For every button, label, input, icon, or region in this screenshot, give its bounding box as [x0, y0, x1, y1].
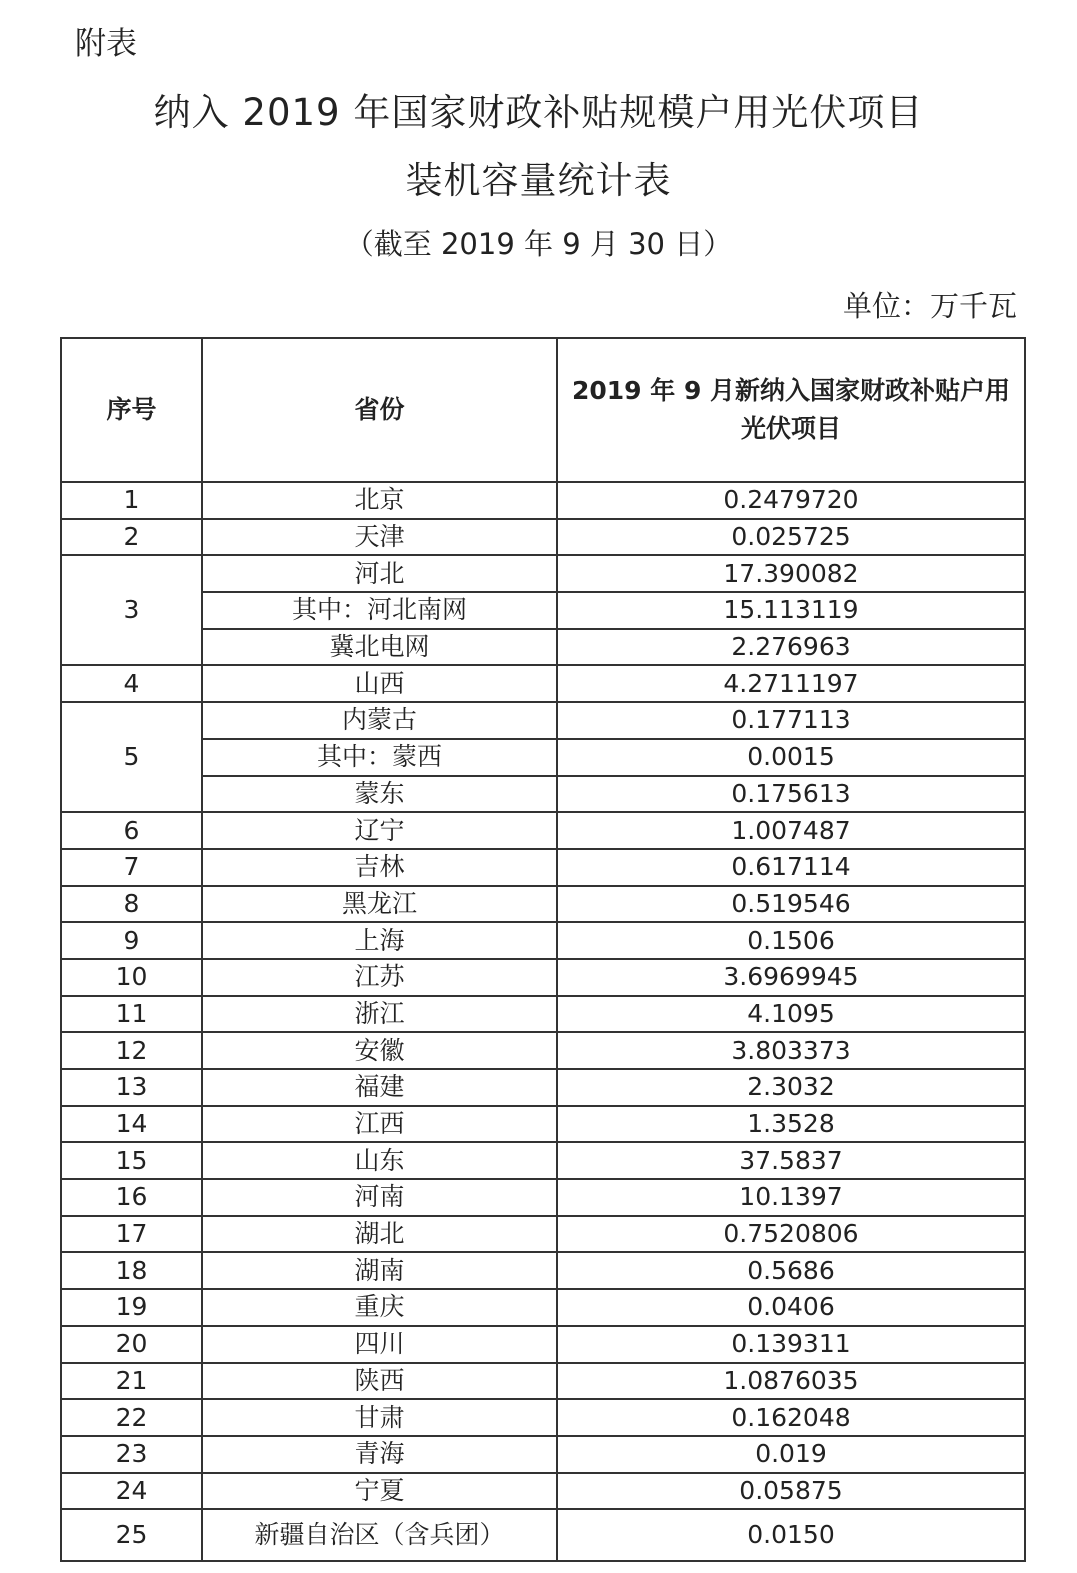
- row-number-cell: 8: [61, 886, 202, 923]
- capacity-value-cell: 0.5686: [557, 1252, 1025, 1289]
- capacity-value-cell: 0.617114: [557, 849, 1025, 886]
- table-row: [61, 1473, 1025, 1510]
- capacity-value-cell: 0.019: [557, 1436, 1025, 1473]
- row-number-cell: 3: [61, 555, 202, 665]
- table-row: [61, 886, 1025, 923]
- capacity-value-cell: 2.3032: [557, 1069, 1025, 1106]
- province-cell: 甘肃: [202, 1399, 557, 1436]
- capacity-value-cell: 0.177113: [557, 702, 1025, 739]
- header-capacity: 2019 年 9 月新纳入国家财政补贴户用光伏项目: [557, 338, 1025, 482]
- table-row: [61, 1289, 1025, 1326]
- document-title-line-2: 装机容量统计表: [405, 159, 672, 202]
- province-cell: 北京: [202, 482, 557, 519]
- table-row: [61, 1363, 1025, 1400]
- table-row: [61, 1399, 1025, 1436]
- table-row: [61, 482, 1025, 519]
- province-cell: 蒙东: [202, 776, 557, 813]
- province-cell: 河北: [202, 555, 557, 592]
- row-number-cell: 6: [61, 812, 202, 849]
- table-row: [61, 519, 1025, 556]
- row-number-cell: 23: [61, 1436, 202, 1473]
- capacity-value-cell: 4.1095: [557, 996, 1025, 1033]
- province-cell: 江苏: [202, 959, 557, 996]
- capacity-value-cell: 0.7520806: [557, 1216, 1025, 1253]
- table-row: [61, 1436, 1025, 1473]
- row-number-cell: 11: [61, 996, 202, 1033]
- province-cell: 江西: [202, 1106, 557, 1143]
- table-row: [61, 555, 1025, 592]
- province-cell: 黑龙江: [202, 886, 557, 923]
- province-cell: 天津: [202, 519, 557, 556]
- row-number-cell: 17: [61, 1216, 202, 1253]
- province-cell: 湖北: [202, 1216, 557, 1253]
- capacity-value-cell: 1.0876035: [557, 1363, 1025, 1400]
- statistics-table: [60, 337, 1026, 1562]
- capacity-value-cell: 17.390082: [557, 555, 1025, 592]
- capacity-value-cell: 10.1397: [557, 1179, 1025, 1216]
- capacity-value-cell: 37.5837: [557, 1142, 1025, 1179]
- table-row: [61, 812, 1025, 849]
- table-row: [61, 629, 1025, 666]
- row-number-cell: 24: [61, 1473, 202, 1510]
- capacity-value-cell: 3.6969945: [557, 959, 1025, 996]
- row-number-cell: 5: [61, 702, 202, 812]
- row-number-cell: 9: [61, 922, 202, 959]
- table-row: [61, 996, 1025, 1033]
- table-row: [61, 1216, 1025, 1253]
- row-number-cell: 12: [61, 1032, 202, 1069]
- table-row: [61, 702, 1025, 739]
- table-row: [61, 776, 1025, 813]
- province-cell: 内蒙古: [202, 702, 557, 739]
- province-cell: 四川: [202, 1326, 557, 1363]
- capacity-value-cell: 3.803373: [557, 1032, 1025, 1069]
- row-number-cell: 1: [61, 482, 202, 519]
- capacity-value-cell: 0.025725: [557, 519, 1025, 556]
- table-row: [61, 1179, 1025, 1216]
- row-number-cell: 13: [61, 1069, 202, 1106]
- province-cell: 山东: [202, 1142, 557, 1179]
- province-cell: 其中：河北南网: [202, 592, 557, 629]
- capacity-value-cell: 0.2479720: [557, 482, 1025, 519]
- province-cell: 冀北电网: [202, 629, 557, 666]
- header-province: 省份: [202, 338, 557, 482]
- capacity-value-cell: 0.0015: [557, 739, 1025, 776]
- province-cell: 福建: [202, 1069, 557, 1106]
- capacity-value-cell: 0.0406: [557, 1289, 1025, 1326]
- row-number-cell: 20: [61, 1326, 202, 1363]
- capacity-value-cell: 0.519546: [557, 886, 1025, 923]
- header-number: 序号: [61, 338, 202, 482]
- appendix-label: 附表: [75, 26, 137, 62]
- province-cell: 安徽: [202, 1032, 557, 1069]
- capacity-value-cell: 0.1506: [557, 922, 1025, 959]
- row-number-cell: 15: [61, 1142, 202, 1179]
- province-cell: 河南: [202, 1179, 557, 1216]
- province-cell: 重庆: [202, 1289, 557, 1326]
- table-row: [61, 849, 1025, 886]
- capacity-value-cell: 0.0150: [557, 1509, 1025, 1561]
- row-number-cell: 4: [61, 665, 202, 702]
- capacity-value-cell: 0.175613: [557, 776, 1025, 813]
- row-number-cell: 14: [61, 1106, 202, 1143]
- row-number-cell: 21: [61, 1363, 202, 1400]
- table-row: [61, 1326, 1025, 1363]
- table-row: [61, 1069, 1025, 1106]
- document-title-line-1: 纳入 2019 年国家财政补贴规模户用光伏项目: [153, 91, 924, 134]
- capacity-value-cell: 0.139311: [557, 1326, 1025, 1363]
- table-row: [61, 922, 1025, 959]
- province-cell: 吉林: [202, 849, 557, 886]
- table-row: [61, 1106, 1025, 1143]
- province-cell: 辽宁: [202, 812, 557, 849]
- province-cell: 新疆自治区（含兵团）: [202, 1509, 557, 1561]
- capacity-value-cell: 1.007487: [557, 812, 1025, 849]
- capacity-value-cell: 0.162048: [557, 1399, 1025, 1436]
- province-cell: 其中：蒙西: [202, 739, 557, 776]
- table-header-row: [61, 338, 1025, 482]
- table-row: [61, 1032, 1025, 1069]
- province-cell: 山西: [202, 665, 557, 702]
- table-row: [61, 592, 1025, 629]
- table-row: [61, 665, 1025, 702]
- province-cell: 青海: [202, 1436, 557, 1473]
- capacity-value-cell: 2.276963: [557, 629, 1025, 666]
- row-number-cell: 7: [61, 849, 202, 886]
- row-number-cell: 10: [61, 959, 202, 996]
- table-row: [61, 959, 1025, 996]
- province-cell: 湖南: [202, 1252, 557, 1289]
- capacity-value-cell: 15.113119: [557, 592, 1025, 629]
- date-note: （截至 2019 年 9 月 30 日）: [344, 227, 733, 261]
- capacity-value-cell: 1.3528: [557, 1106, 1025, 1143]
- province-cell: 上海: [202, 922, 557, 959]
- province-cell: 浙江: [202, 996, 557, 1033]
- row-number-cell: 25: [61, 1509, 202, 1561]
- unit-label: 单位：万千瓦: [842, 289, 1017, 323]
- table-row: [61, 1142, 1025, 1179]
- province-cell: 宁夏: [202, 1473, 557, 1510]
- row-number-cell: 2: [61, 519, 202, 556]
- capacity-value-cell: 4.2711197: [557, 665, 1025, 702]
- province-cell: 陕西: [202, 1363, 557, 1400]
- table-row: [61, 1509, 1025, 1561]
- row-number-cell: 16: [61, 1179, 202, 1216]
- table-row: [61, 1252, 1025, 1289]
- table-row: [61, 739, 1025, 776]
- row-number-cell: 19: [61, 1289, 202, 1326]
- capacity-value-cell: 0.05875: [557, 1473, 1025, 1510]
- row-number-cell: 22: [61, 1399, 202, 1436]
- row-number-cell: 18: [61, 1252, 202, 1289]
